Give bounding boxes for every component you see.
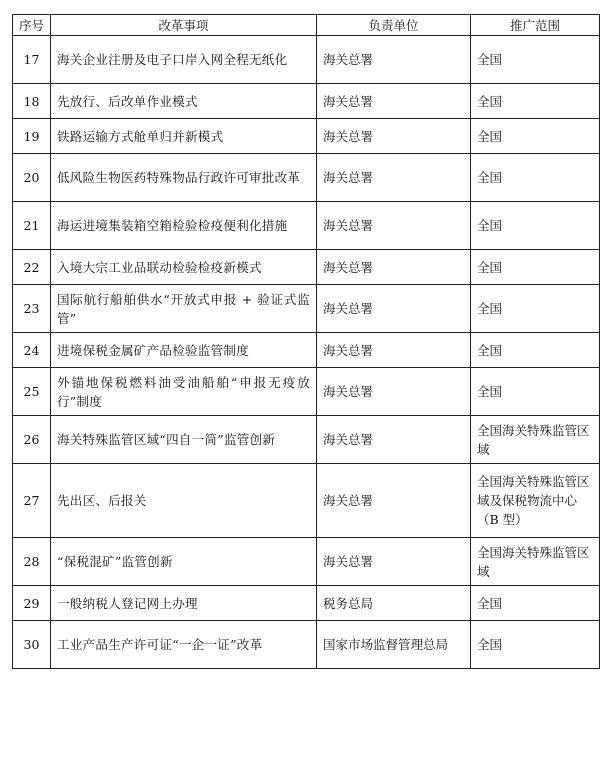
row-scope: 全国海关特殊监管区域 [471, 538, 600, 586]
row-unit: 海关总署 [317, 154, 471, 202]
row-unit: 海关总署 [317, 202, 471, 250]
table-row [13, 621, 600, 669]
row-num: 27 [13, 464, 51, 538]
row-item: 进境保税金属矿产品检验监管制度 [51, 333, 317, 368]
table-row [13, 250, 600, 285]
row-scope: 全国海关特殊监管区域 [471, 416, 600, 464]
row-unit: 海关总署 [317, 333, 471, 368]
table-row [13, 586, 600, 621]
header-scope: 推广范围 [471, 15, 600, 36]
row-item: 外锚地保税燃料油受油船舶“申报无疫放行”制度 [51, 368, 317, 416]
row-num: 17 [13, 36, 51, 84]
header-unit: 负责单位 [317, 15, 471, 36]
row-unit: 税务总局 [317, 586, 471, 621]
table-row [13, 538, 600, 586]
row-num: 21 [13, 202, 51, 250]
row-item: 一般纳税人登记网上办理 [51, 586, 317, 621]
row-num: 18 [13, 84, 51, 119]
row-unit: 海关总署 [317, 84, 471, 119]
row-unit: 海关总署 [317, 36, 471, 84]
header-num: 序号 [13, 15, 51, 36]
row-item: 工业产品生产许可证“一企一证”改革 [51, 621, 317, 669]
row-item: 海关企业注册及电子口岸入网全程无纸化 [51, 36, 317, 84]
table-row [13, 119, 600, 154]
table-row [13, 464, 600, 538]
row-unit: 海关总署 [317, 538, 471, 586]
row-item: 海运进境集装箱空箱检验检疫便利化措施 [51, 202, 317, 250]
row-num: 22 [13, 250, 51, 285]
row-item: 先出区、后报关 [51, 464, 317, 538]
row-scope: 全国 [471, 119, 600, 154]
row-item: 先放行、后改单作业模式 [51, 84, 317, 119]
row-num: 25 [13, 368, 51, 416]
row-scope: 全国海关特殊监管区域及保税物流中心（B 型） [471, 464, 600, 538]
row-item: 低风险生物医药特殊物品行政许可审批改革 [51, 154, 317, 202]
row-unit: 海关总署 [317, 464, 471, 538]
row-scope: 全国 [471, 285, 600, 333]
row-num: 23 [13, 285, 51, 333]
row-num: 24 [13, 333, 51, 368]
row-scope: 全国 [471, 333, 600, 368]
row-item: 海关特殊监管区域“四自一简”监管创新 [51, 416, 317, 464]
row-num: 30 [13, 621, 51, 669]
row-scope: 全国 [471, 202, 600, 250]
table-header-row [13, 15, 600, 36]
row-scope: 全国 [471, 368, 600, 416]
table-row [13, 202, 600, 250]
table-row [13, 84, 600, 119]
table-row [13, 368, 600, 416]
table-row [13, 333, 600, 368]
header-item: 改革事项 [51, 15, 317, 36]
row-unit: 海关总署 [317, 416, 471, 464]
row-unit: 海关总署 [317, 285, 471, 333]
row-unit: 海关总署 [317, 119, 471, 154]
row-scope: 全国 [471, 36, 600, 84]
row-item: 入境大宗工业品联动检验检疫新模式 [51, 250, 317, 285]
row-num: 29 [13, 586, 51, 621]
reform-table [12, 14, 600, 669]
row-scope: 全国 [471, 84, 600, 119]
row-scope: 全国 [471, 154, 600, 202]
row-scope: 全国 [471, 250, 600, 285]
row-num: 19 [13, 119, 51, 154]
row-unit: 海关总署 [317, 368, 471, 416]
row-item: “保税混矿”监管创新 [51, 538, 317, 586]
row-num: 20 [13, 154, 51, 202]
row-item: 国际航行船舶供水“开放式申报 + 验证式监管” [51, 285, 317, 333]
table-row [13, 36, 600, 84]
row-num: 26 [13, 416, 51, 464]
row-scope: 全国 [471, 586, 600, 621]
row-unit: 海关总署 [317, 250, 471, 285]
row-num: 28 [13, 538, 51, 586]
row-item: 铁路运输方式舱单归并新模式 [51, 119, 317, 154]
table-row [13, 416, 600, 464]
row-unit: 国家市场监督管理总局 [317, 621, 471, 669]
row-scope: 全国 [471, 621, 600, 669]
table-row [13, 285, 600, 333]
table-row [13, 154, 600, 202]
